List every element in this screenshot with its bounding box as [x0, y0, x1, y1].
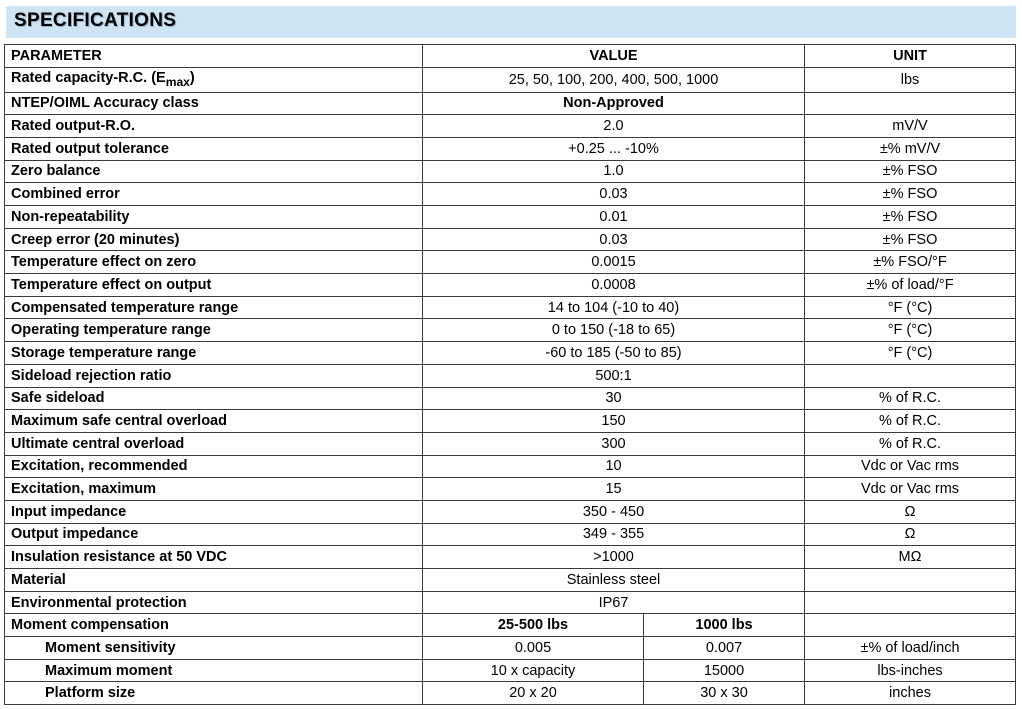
moment-compensation-row [5, 614, 1016, 637]
param-cell: Combined error [5, 183, 423, 206]
table-row [5, 455, 1016, 478]
unit-cell: lbs-inches [805, 659, 1016, 682]
value-cell: 0 to 150 (-18 to 65) [423, 319, 805, 342]
value-cell: -60 to 185 (-50 to 85) [423, 342, 805, 365]
value-cell-b: 30 x 30 [644, 682, 805, 705]
unit-cell [805, 591, 1016, 614]
unit-cell: MΩ [805, 546, 1016, 569]
header-unit: UNIT [805, 45, 1016, 68]
unit-cell: Ω [805, 500, 1016, 523]
value-cell: 350 - 450 [423, 500, 805, 523]
param-cell: Input impedance [5, 500, 423, 523]
param-cell: Zero balance [5, 160, 423, 183]
unit-cell [805, 614, 1016, 637]
table-row [5, 160, 1016, 183]
param-cell: Maximum moment [5, 659, 423, 682]
value-cell: 0.03 [423, 228, 805, 251]
value-cell: 0.0015 [423, 251, 805, 274]
param-cell: Storage temperature range [5, 342, 423, 365]
table-row [5, 183, 1016, 206]
header-value: VALUE [423, 45, 805, 68]
value-cell: 14 to 104 (-10 to 40) [423, 296, 805, 319]
table-row [5, 387, 1016, 410]
unit-cell: Ω [805, 523, 1016, 546]
specifications-table [4, 44, 1016, 705]
param-suffix: ) [189, 69, 195, 86]
value-cell: +0.25 ... -10% [423, 137, 805, 160]
table-row [5, 296, 1016, 319]
table-row [5, 591, 1016, 614]
moment-col-b-header: 1000 lbs [644, 614, 805, 637]
unit-cell: ±% of load/°F [805, 274, 1016, 297]
unit-cell: ±% FSO [805, 228, 1016, 251]
unit-cell: ±% mV/V [805, 137, 1016, 160]
table-row [5, 115, 1016, 138]
unit-cell: inches [805, 682, 1016, 705]
unit-cell: ±% FSO/°F [805, 251, 1016, 274]
param-subscript: max [165, 74, 190, 89]
value-cell-a: 0.005 [423, 637, 644, 660]
param-cell: Rated output-R.O. [5, 115, 423, 138]
value-cell: 300 [423, 432, 805, 455]
unit-cell [805, 364, 1016, 387]
unit-cell: % of R.C. [805, 387, 1016, 410]
table-row [5, 67, 1016, 92]
value-cell: 0.0008 [423, 274, 805, 297]
value-cell-a: 20 x 20 [423, 682, 644, 705]
param-cell: Compensated temperature range [5, 296, 423, 319]
value-cell: 2.0 [423, 115, 805, 138]
value-cell: 10 [423, 455, 805, 478]
param-cell: Non-repeatability [5, 206, 423, 229]
value-cell: 0.03 [423, 183, 805, 206]
param-cell: Rated output tolerance [5, 137, 423, 160]
table-header-row [5, 45, 1016, 68]
table-row [5, 478, 1016, 501]
value-cell: Non-Approved [423, 92, 805, 115]
table-row [5, 364, 1016, 387]
param-cell: Temperature effect on zero [5, 251, 423, 274]
param-cell: NTEP/OIML Accuracy class [5, 92, 423, 115]
param-cell [5, 67, 423, 92]
table-row [5, 523, 1016, 546]
unit-cell: °F (°C) [805, 342, 1016, 365]
unit-cell: ±% FSO [805, 183, 1016, 206]
moment-subrow [5, 659, 1016, 682]
param-cell: Environmental protection [5, 591, 423, 614]
param-cell: Ultimate central overload [5, 432, 423, 455]
param-cell: Moment sensitivity [5, 637, 423, 660]
table-row [5, 546, 1016, 569]
table-row [5, 228, 1016, 251]
moment-subrow [5, 637, 1016, 660]
unit-cell: °F (°C) [805, 319, 1016, 342]
table-row [5, 319, 1016, 342]
table-row [5, 342, 1016, 365]
table-row [5, 92, 1016, 115]
value-cell: 25, 50, 100, 200, 400, 500, 1000 [423, 67, 805, 92]
unit-cell: Vdc or Vac rms [805, 478, 1016, 501]
table-row [5, 206, 1016, 229]
unit-cell [805, 569, 1016, 592]
table-row [5, 432, 1016, 455]
table-row [5, 251, 1016, 274]
value-cell: 15 [423, 478, 805, 501]
value-cell: 500:1 [423, 364, 805, 387]
value-cell: 0.01 [423, 206, 805, 229]
table-row [5, 410, 1016, 433]
value-cell: Stainless steel [423, 569, 805, 592]
param-cell: Safe sideload [5, 387, 423, 410]
unit-cell: ±% FSO [805, 160, 1016, 183]
value-cell: IP67 [423, 591, 805, 614]
value-cell: 150 [423, 410, 805, 433]
unit-cell [805, 92, 1016, 115]
unit-cell: % of R.C. [805, 432, 1016, 455]
unit-cell: % of R.C. [805, 410, 1016, 433]
unit-cell: ±% of load/inch [805, 637, 1016, 660]
value-cell-b: 15000 [644, 659, 805, 682]
unit-cell: °F (°C) [805, 296, 1016, 319]
table-row [5, 569, 1016, 592]
param-cell: Platform size [5, 682, 423, 705]
value-cell-a: 10 x capacity [423, 659, 644, 682]
param-cell: Insulation resistance at 50 VDC [5, 546, 423, 569]
table-row [5, 500, 1016, 523]
moment-col-a-header: 25-500 lbs [423, 614, 644, 637]
value-cell: 1.0 [423, 160, 805, 183]
param-cell: Output impedance [5, 523, 423, 546]
header-parameter: PARAMETER [5, 45, 423, 68]
param-cell: Material [5, 569, 423, 592]
param-cell: Sideload rejection ratio [5, 364, 423, 387]
moment-subrow [5, 682, 1016, 705]
value-cell: 30 [423, 387, 805, 410]
unit-cell: Vdc or Vac rms [805, 455, 1016, 478]
value-cell: 349 - 355 [423, 523, 805, 546]
table-row [5, 137, 1016, 160]
unit-cell: mV/V [805, 115, 1016, 138]
value-cell: >1000 [423, 546, 805, 569]
unit-cell: lbs [805, 67, 1016, 92]
section-title: SPECIFICATIONS [14, 10, 177, 31]
param-cell: Moment compensation [5, 614, 423, 637]
param-cell: Operating temperature range [5, 319, 423, 342]
param-cell: Creep error (20 minutes) [5, 228, 423, 251]
value-cell-b: 0.007 [644, 637, 805, 660]
param-cell: Maximum safe central overload [5, 410, 423, 433]
unit-cell: ±% FSO [805, 206, 1016, 229]
param-cell: Excitation, recommended [5, 455, 423, 478]
param-text: Rated capacity-R.C. (E [11, 69, 166, 86]
param-cell: Temperature effect on output [5, 274, 423, 297]
table-row [5, 274, 1016, 297]
param-cell: Excitation, maximum [5, 478, 423, 501]
